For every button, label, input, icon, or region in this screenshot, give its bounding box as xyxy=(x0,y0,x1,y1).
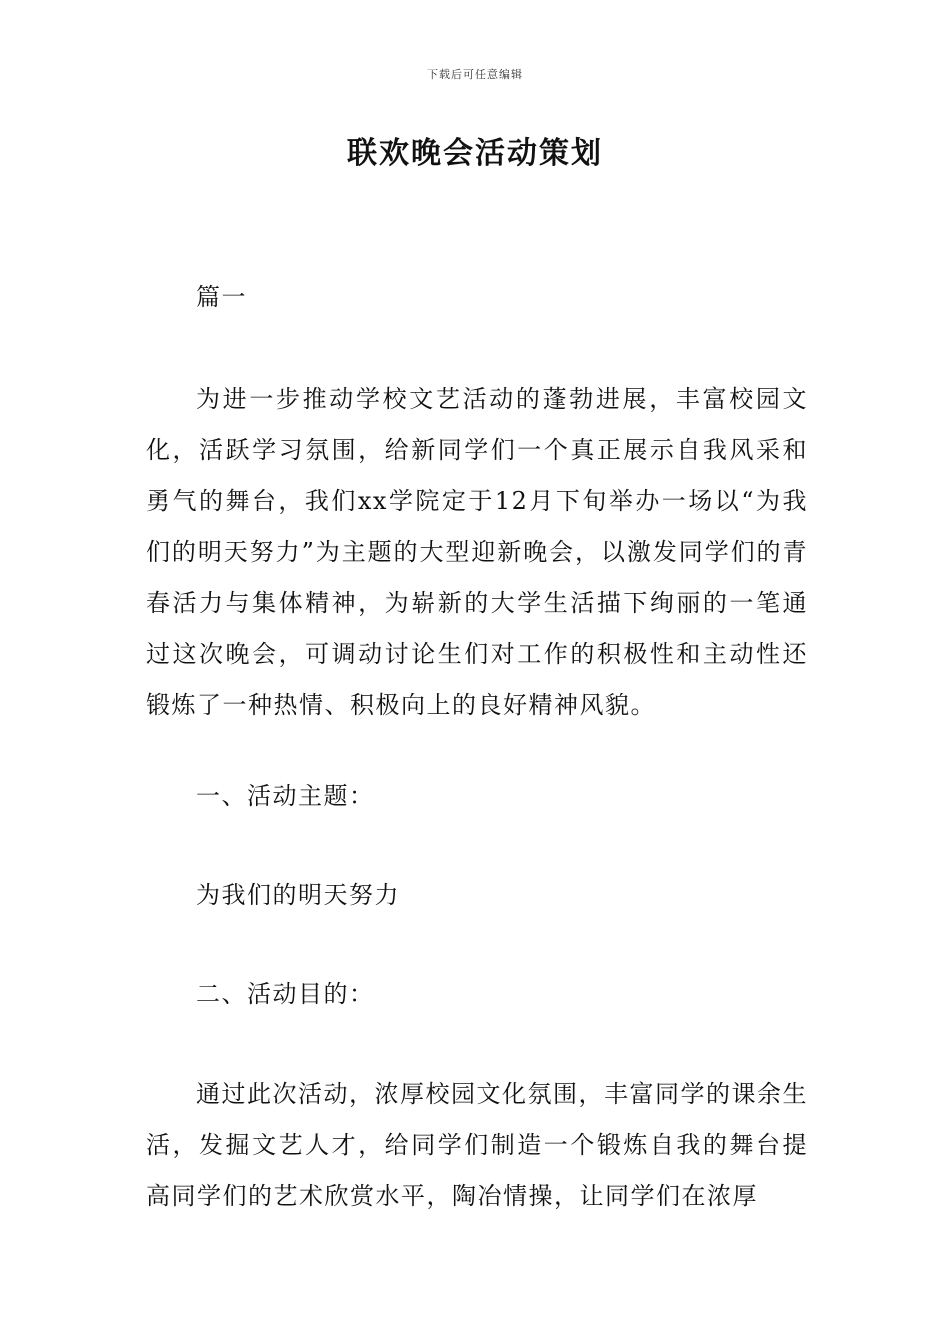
section-1-heading: 一、活动主题： xyxy=(196,782,375,810)
intro-paragraph: 为进一步推动学校文艺活动的蓬勃进展，丰富校园文化，活跃学习氛围，给新同学们一个真正展示自我风采和勇气的舞台，我们xx学院定于12月下旬举办一场以“为我们的明天努力”为主题的大型迎新晚会，以激发同学们的青春活力与集体精神，为崭新的大学生活描下绚丽的一笔通过这次晚会，可调动讨论生们对工作的积极性和主动性还锻炼了一种热情、积极向上的良好精神风貌。 xyxy=(146,385,808,719)
section-1-body: 为我们的明天努力 xyxy=(196,881,400,909)
header-note: 下载后可任意编辑 xyxy=(427,68,523,81)
section-2-body: 通过此次活动，浓厚校园文化氛围，丰富同学的课余生活，发掘文艺人才，给同学们制造一个锻炼自我的舞台提高同学们的艺术欣赏水平，陶冶情操，让同学们在浓厚 xyxy=(146,1080,808,1210)
section-2-heading: 二、活动目的： xyxy=(196,980,375,1008)
part-label: 篇一 xyxy=(196,283,247,311)
document-title: 联欢晚会活动策划 xyxy=(347,136,603,171)
